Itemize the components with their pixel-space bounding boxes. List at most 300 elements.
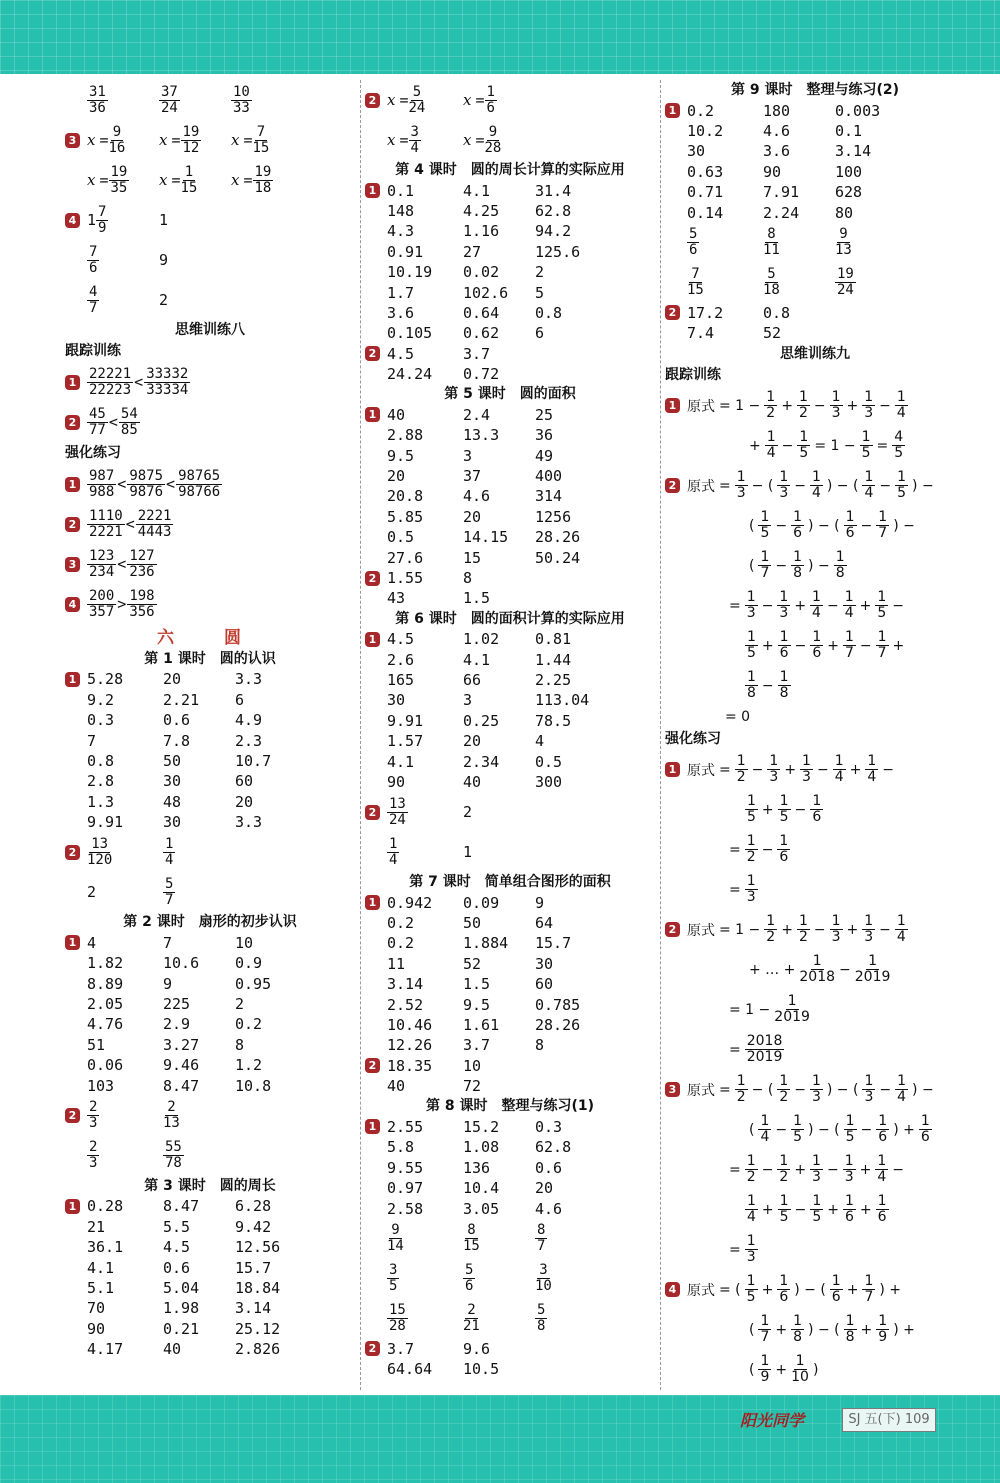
question-badge: 2 [365,93,380,108]
fraction: $\frac{9}{14}$ [387,1222,404,1255]
answer-value: 80 [835,203,854,222]
fraction: $\frac{8}{7}$ [537,1222,546,1255]
question-badge: 3 [65,557,80,572]
answer-value: 0.09 [463,893,500,912]
answer-value: 7.91 [763,183,800,202]
answer-value: 1.7 [387,283,415,302]
question-badge: 1 [665,103,680,118]
fraction: $\frac{8}{15}$ [463,1222,480,1255]
answer-value: 136 [463,1158,491,1177]
answer-value: 1.3 [87,792,115,811]
answer-value: 5.1 [87,1278,115,1297]
fraction: $\frac{4}{7}$ [89,283,98,316]
question-badge: 2 [665,305,680,320]
answer-value: 0.785 [535,995,581,1014]
answer-value: 50 [463,914,482,933]
answer-value: 40 [463,772,482,791]
fraction: $\frac{55}{78}$ [165,1139,182,1172]
answer-grid [365,344,655,385]
fraction: 2221 4443 [137,507,172,540]
answer-value: 9.6 [463,1339,491,1358]
answer-value: 9 [163,974,173,993]
brand-logo: 阳光同学 [740,1411,805,1430]
comparison [87,407,140,438]
question-badge: 4 [65,597,80,612]
answer-value: 50 [163,751,182,770]
lesson-title: 第 8 课时 整理与练习(1) [425,1098,595,1115]
answer-value: 20 [235,792,254,811]
answer-value: 1.08 [463,1138,500,1157]
answer-value: 2.58 [387,1199,424,1218]
answer-row [365,1117,655,1137]
answer-value: 2.24 [763,203,800,222]
answer-value: 4.1 [387,752,415,771]
answer-value: 0.71 [687,183,724,202]
answer-value: 4.17 [87,1340,124,1359]
answer-row [65,1278,355,1298]
expression-line: + … + $\frac{1}{2018}$ − $\frac{1}{2019}$ [749,953,891,986]
answer-value: 0.2 [687,101,715,120]
answer-value: 15.2 [463,1117,500,1136]
answer-row [665,323,965,343]
answer-row: x = $\frac{3}{4}$ x = $\frac{9}{28}$ [387,123,502,156]
answer-value: 3.14 [387,975,424,994]
comparison-sign: < [134,373,144,392]
fraction: $\frac{3}{5}$ [389,1262,398,1295]
answer-value: 0.1 [387,181,415,200]
answer-value: 12.56 [235,1238,281,1257]
answer-value: 7 [87,731,97,750]
answer-row [65,1096,355,1136]
lesson-title: 第 7 课时 简单组合图形的面积 [409,874,611,891]
answer-value: 2.21 [163,690,200,709]
answer-value: 1 [159,211,169,229]
answer-row [65,771,355,791]
answer-value: 0.91 [387,242,424,261]
answer-row [365,1339,655,1359]
answer-value: 0.105 [387,324,433,343]
expression-line: 2 原式 = $\frac{1}{3}$ − ( 1 3 − $\frac{1}{4}$ ) − ( 1 4 − $\frac{1}{5}$ ) − [665,466,965,506]
answer-value: 314 [535,487,563,506]
expression-line: = $\frac{1}{3}$ [729,873,756,906]
answer-row [365,303,655,323]
answer-value: 5 [535,283,545,302]
answer-row [365,690,655,710]
expression-line: 1 8 − $\frac{1}{8}$ [747,669,789,702]
answer-value: 3.14 [235,1299,272,1318]
answer-value: 28.26 [535,528,581,547]
answer-value: 7 [163,933,173,952]
answer-row [65,1217,355,1237]
unit-title: 六 圆 [157,628,263,649]
answer-row [365,201,655,221]
answer-value: 125.6 [535,242,581,261]
compare-row [65,584,355,624]
fraction: 45 77 [89,405,106,438]
answer-row [65,994,355,1014]
lesson-title: 第 2 课时 扇形的初步认识 [123,914,297,931]
fraction: $\frac{2}{3}$ [89,1099,98,1132]
answer-value: 0.97 [387,1179,424,1198]
answer-value: 21 [87,1217,106,1236]
answer-value: 13.3 [463,426,500,445]
expression-line: = 1 − $\frac{1}{2019}$ [729,993,810,1026]
answer-value: 225 [163,995,191,1014]
fraction: 22221 22223 [89,365,132,398]
answer-value: 3.7 [463,1036,491,1055]
fraction: 198 356 [129,587,155,620]
question-badge: 2 [665,478,680,493]
answer-row [65,1319,355,1339]
comparison [87,549,157,580]
answer-value: 4 [535,732,545,751]
answer-row [365,486,655,506]
answer-row [365,1137,655,1157]
answer-value: 2.3 [235,731,263,750]
answer-value: 36 [535,426,554,445]
answer-value: 4.1 [87,1258,115,1277]
answer-row [65,669,355,689]
answer-value: 72 [463,1077,482,1096]
answer-row: 3 x = $\frac{9}{16}$ x = $\frac{19}{12}$ x = $\frac{7}{15}$ [65,120,355,160]
lesson-title: 第 1 课时 圆的认识 [144,650,276,667]
question-badge: 2 [65,517,80,532]
answer-value: 66 [463,670,482,689]
answer-value: 90 [763,162,782,181]
fraction-grid [365,1219,655,1339]
answer-value: 0.8 [87,751,115,770]
comparison-sign: < [117,555,127,574]
answer-value: 11 [387,954,406,973]
answer-value: 3.14 [835,142,872,161]
answer-row [365,629,655,649]
answer-value: 3 [463,691,473,710]
subsection-title: 跟踪训练 [65,343,121,360]
answer-value: 20.8 [387,487,424,506]
comparison-sign: < [125,515,135,534]
answer-row [365,913,655,933]
answer-value: 2 [159,291,169,309]
answer-grid [665,100,965,222]
answer-value: 6.28 [235,1197,272,1216]
answer-value: 60 [235,772,254,791]
answer-row [65,1014,355,1034]
answer-value: 10.5 [463,1360,500,1379]
answer-value: 9.42 [235,1217,272,1236]
answer-row [65,953,355,973]
answer-value: 1.16 [463,222,500,241]
answer-row [65,200,355,240]
answer-row [365,364,655,384]
answer-row [665,162,965,182]
answer-value: 49 [535,446,554,465]
answer-value: 0.81 [535,630,572,649]
answer-value: 40 [387,1077,406,1096]
fraction: $\frac{15}{28}$ [389,1302,406,1335]
answer-value: 2.55 [387,1117,424,1136]
answer-value: 0.5 [387,528,415,547]
answer-grid [65,933,355,1096]
fraction: $\frac{10}{33}$ [233,83,250,116]
answer-value: 0.3 [87,711,115,730]
answer-value: 10.6 [163,954,200,973]
answer-value: 4.1 [463,650,491,669]
answer-value: 1 [463,843,473,862]
answer-value: 3.3 [235,670,263,689]
answer-value: 2.05 [87,995,124,1014]
answer-value: 4.5 [387,630,415,649]
answer-row [365,731,655,751]
answer-row [65,973,355,993]
answer-row [65,1075,355,1095]
answer-value: 0.1 [835,121,863,140]
answer-value: 8.89 [87,974,124,993]
expression-line: 1 5 + $\frac{1}{6}$ − $\frac{1}{6}$ + $\frac{1}{7}$ − $\frac{1}{7}$ + [747,629,905,662]
answer-value: 27.6 [387,548,424,567]
subsection-title: 跟踪训练 [665,366,721,383]
column-divider [660,80,661,1390]
answer-value: 4.9 [235,711,263,730]
answer-row [365,792,655,832]
answer-grid [365,180,655,343]
answer-value: 0.5 [535,752,563,771]
fraction: $\frac{2}{21}$ [463,1302,480,1335]
answer-value: 3.7 [387,1339,415,1358]
answer-column-3 [665,80,965,1390]
answer-value: 0.21 [163,1319,200,1338]
expression-line: ( 1 4 − $\frac{1}{5}$ ) − ( 1 5 − $\frac{1}{6}$ ) + $\frac{1}{6}$ [749,1113,930,1146]
answer-value: 8.47 [163,1197,200,1216]
answer-value: 1.57 [387,732,424,751]
fraction: $\frac{9}{16}$ [108,123,126,156]
comparison-sign: < [117,475,127,494]
answer-value: 9.46 [163,1056,200,1075]
comparison [87,367,190,398]
subsection-title: 强化练习 [65,445,121,462]
expression-line: 4 原式 = ( 1 5 + $\frac{1}{6}$ ) − ( 1 6 + $\frac{1}{7}$ ) + [665,1270,965,1310]
fraction: $\frac{5}{6}$ [465,1262,474,1295]
answer-row [365,344,655,364]
answer-value: 103 [87,1076,115,1095]
answer-value: 0.62 [463,324,500,343]
fraction: $\frac{19}{24}$ [837,266,854,299]
comparison-sign: < [166,475,176,494]
answer-value: 3.7 [463,344,491,363]
answer-row [365,1158,655,1178]
answer-value: 113.04 [535,691,590,710]
answer-value: 30 [535,954,554,973]
fraction: $\frac{19}{12}$ [182,123,200,156]
answer-value: 148 [387,201,415,220]
fraction: $\frac{37}{24}$ [161,83,178,116]
answer-grid [365,893,655,1056]
answer-value: 4.1 [463,181,491,200]
answer-value: 90 [87,1319,106,1338]
answer-value: 8 [463,569,473,587]
answer-value: 50.24 [535,548,581,567]
answer-grid [365,405,655,568]
answer-row [365,425,655,445]
answer-row [365,832,655,872]
answer-row [365,262,655,282]
answer-value: 36.1 [87,1238,124,1257]
answer-value: 20 [463,507,482,526]
answer-value: 10.4 [463,1179,500,1198]
expression-label: 原式 [687,1082,715,1099]
question-badge: 2 [365,571,380,586]
answer-row [365,1035,655,1055]
answer-row [365,1259,655,1299]
answer-row [65,730,355,750]
section-title: 思维训练八 [175,322,245,338]
answer-value: 9.91 [387,711,424,730]
question-badge: 1 [365,1119,380,1134]
answer-value: 2.4 [463,405,491,424]
comparison [87,469,222,500]
answer-value: 0.63 [687,162,724,181]
question-badge: 1 [365,183,380,198]
answer-row [65,832,355,872]
compare-row [65,504,355,544]
question-badge: 3 [665,1082,680,1097]
answer-row [65,1257,355,1277]
answer-value: 0.003 [835,101,881,120]
answer-row [65,872,355,912]
answer-row [65,1136,355,1176]
answer-row [365,588,655,608]
answer-value: 17.2 [687,303,724,322]
answer-value: 18.84 [235,1278,281,1297]
answer-value: 0.02 [463,263,500,282]
answer-row [65,1237,355,1257]
answer-value: 9 [535,893,545,912]
answer-value: 0.64 [463,303,500,322]
answer-row [365,1198,655,1218]
expression-line: = $\frac{1}{3}$ [729,1233,756,1266]
expression-label: 原式 [687,922,715,939]
answer-row [365,507,655,527]
expression-line: = 0 [725,708,751,725]
answer-row [65,240,355,280]
answer-value: 5.28 [87,670,124,689]
comparison [87,509,173,540]
answer-value: 9.2 [87,690,115,709]
answer-value: 27 [463,242,482,261]
answer-value: 9.55 [387,1158,424,1177]
fraction: $\frac{31}{36}$ [89,83,106,116]
expression-label: 原式 [687,398,715,415]
expression-label: 原式 [687,478,715,495]
expression-label: 原式 [687,762,715,779]
answer-value: 78.5 [535,711,572,730]
answer-value: 15.7 [235,1258,272,1277]
answer-row [65,812,355,832]
answer-grid [365,1056,655,1097]
answer-row [665,202,965,222]
fraction: 200 357 [89,587,115,620]
ellipsis: + … + [749,961,796,978]
answer-value: 60 [535,975,554,994]
answer-row [365,527,655,547]
expression-line: = $\frac{2018}{2019}$ [729,1033,783,1066]
answer-value: 6 [235,690,245,709]
answer-value: 4.6 [463,487,491,506]
answer-value: 25 [535,405,554,424]
expression-line: + $\frac{1}{4}$ − $\frac{1}{5}$ = 1 − $\frac{1}{5}$ = $\frac{4}{5}$ [749,429,904,462]
answer-value: 37 [463,467,482,486]
question-badge: 2 [365,1341,380,1356]
answer-row [65,1055,355,1075]
answer-value: 64 [535,914,554,933]
answer-value: 628 [835,183,863,202]
comparison-sign: > [117,595,127,614]
question-badge: 1 [65,375,80,390]
answer-value: 2.52 [387,995,424,1014]
answer-value: 10.7 [235,751,272,770]
expression-line: 1 4 + $\frac{1}{5}$ − $\frac{1}{5}$ + $\frac{1}{6}$ + $\frac{1}{6}$ [747,1193,887,1226]
answer-row [365,405,655,425]
answer-row [365,547,655,567]
fraction: $\frac{7}{9}$ [98,203,107,236]
answer-value: 2.826 [235,1340,281,1359]
answer-row [365,751,655,771]
answer-value: 2.9 [163,1015,191,1034]
answer-value: 9.91 [87,813,124,832]
answer-value: 4.25 [463,201,500,220]
answer-value: 4.5 [163,1238,191,1257]
answer-row [365,445,655,465]
answer-value: 4.6 [763,121,791,140]
column-divider [360,80,361,1390]
answer-value: 28.26 [535,1016,581,1035]
answer-value: 3.05 [463,1199,500,1218]
answer-value: 1.5 [463,975,491,994]
fraction: $\frac{2}{3}$ [89,1139,98,1172]
answer-value: 7.8 [163,731,191,750]
answer-value: 62.8 [535,1138,572,1157]
fraction: $\frac{1}{15}$ [180,163,198,196]
question-badge: 1 [65,1199,80,1214]
answer-value: 0.25 [463,711,500,730]
answer-value: 100 [835,162,863,181]
answer-value: 0.8 [763,303,791,322]
answer-value: 2 [235,995,245,1014]
answer-value: 25.12 [235,1319,281,1338]
answer-value: 15.7 [535,934,572,953]
answer-value: 40 [387,405,406,424]
answer-value: 0.06 [87,1056,124,1075]
question-badge: 1 [665,398,680,413]
expression-line: 2 原式 = 1 − $\frac{1}{2}$ + $\frac{1}{2}$ − $\frac{1}{3}$ + $\frac{1}{3}$ − $\frac{1}{4}$ [665,910,965,950]
answer-value: 4.5 [387,344,415,363]
fraction: $\frac{5}{6}$ [689,226,698,259]
answer-row [665,121,965,141]
question-badge: 2 [365,346,380,361]
compare-row [65,464,355,504]
answer-value: 5.8 [387,1138,415,1157]
answer-value: 300 [535,772,563,791]
question-badge: 2 [665,922,680,937]
answer-value: 1.44 [535,650,572,669]
answer-row [65,933,355,953]
answer-value: 0.95 [235,974,272,993]
page-number: 109 [904,1412,930,1427]
answer-row [65,1298,355,1318]
lesson-title: 第 3 课时 圆的周长 [144,1177,276,1194]
answer-value: 1.61 [463,1016,500,1035]
answer-value: 43 [387,589,406,608]
fraction: 987 988 [89,467,115,500]
